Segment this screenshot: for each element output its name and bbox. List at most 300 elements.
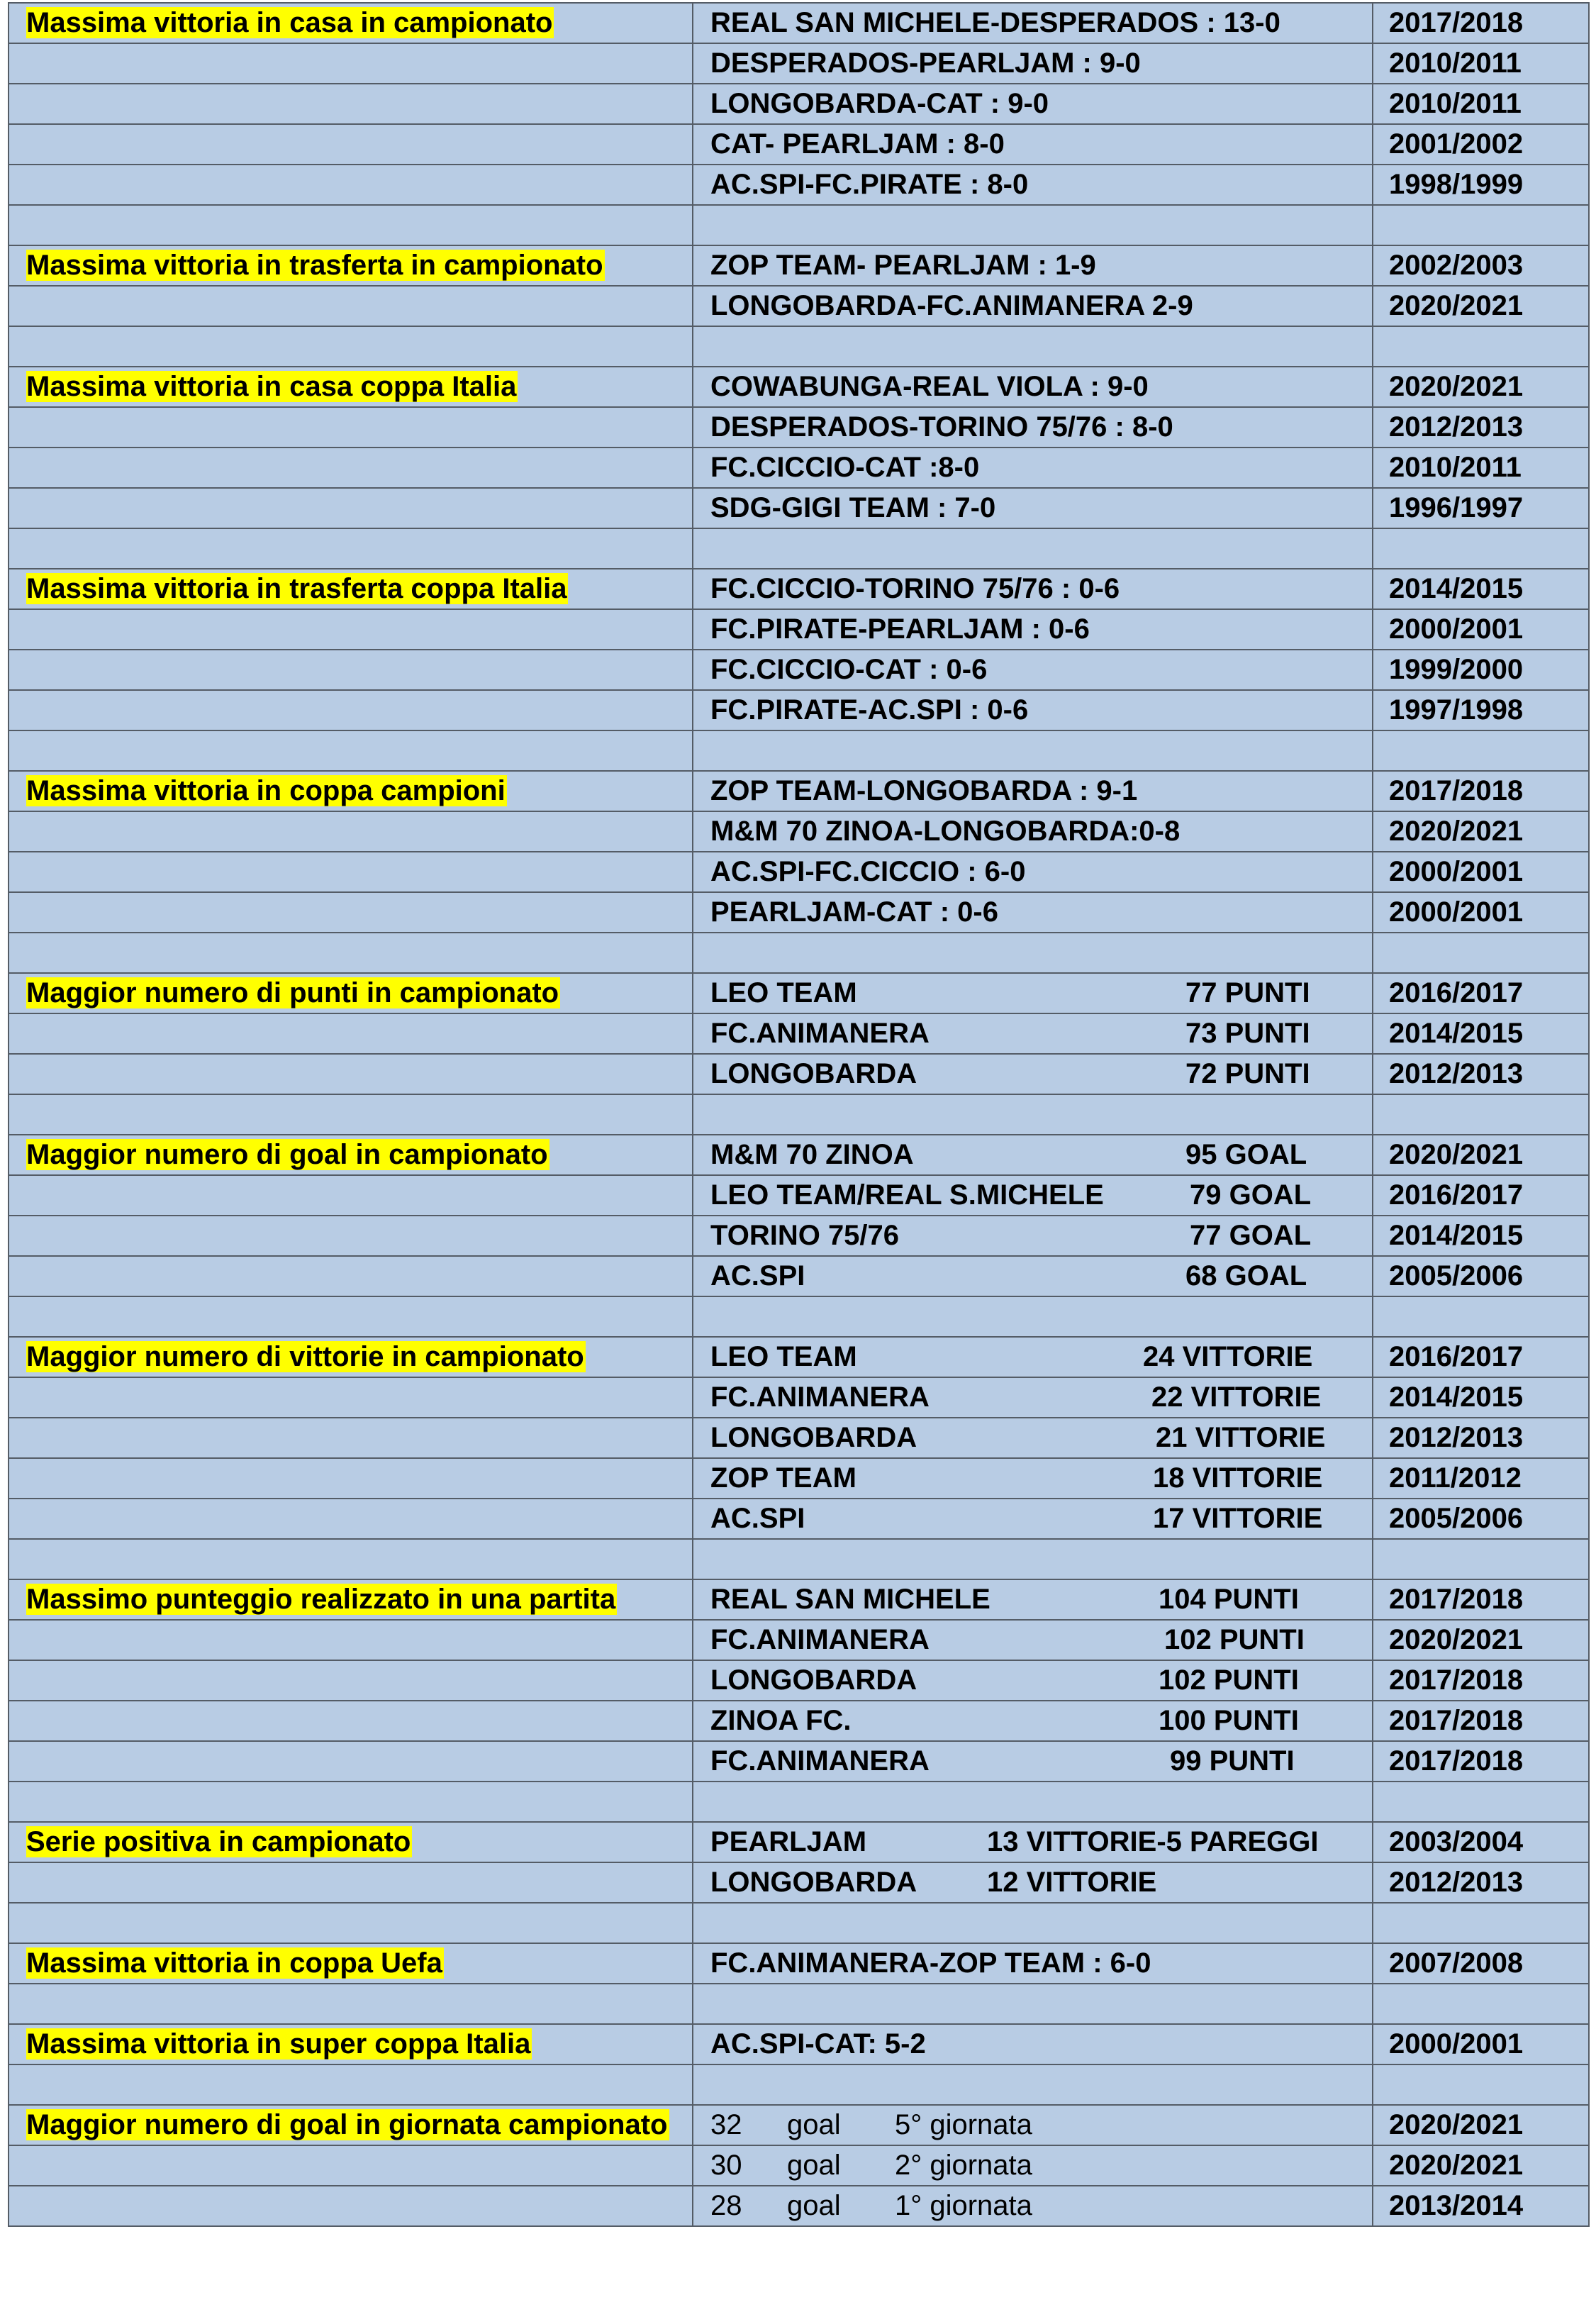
match-result: FC.CICCIO-CAT : 0-6 [710, 654, 988, 685]
season-cell [1373, 407, 1589, 448]
match-result: SDG-GIGI TEAM : 7-0 [710, 492, 996, 523]
record-category-label: Massima vittoria in casa in campionato [26, 7, 553, 38]
table-row [9, 165, 1589, 205]
record-category-cell [9, 286, 693, 326]
stat-value: 100 PUNTI [1159, 1704, 1299, 1736]
season: 1997/1998 [1389, 694, 1524, 726]
record-detail-cell [693, 1741, 1373, 1782]
stat-value: 102 PUNTI [1159, 1664, 1299, 1696]
stat-value: 99 PUNTI [1170, 1745, 1295, 1777]
match-result: AC.SPI-FC.CICCIO : 6-0 [710, 856, 1026, 887]
match-result: FC.CICCIO-CAT :8-0 [710, 452, 980, 483]
record-detail-cell [693, 84, 1373, 124]
stat-value: 13 VITTORIE-5 PAREGGI [987, 1825, 1319, 1857]
season: 2001/2002 [1389, 128, 1524, 160]
stat-value: 21 VITTORIE [1156, 1421, 1326, 1453]
record-detail-cell [693, 1337, 1373, 1377]
season-cell [1373, 1256, 1589, 1296]
season-cell [1373, 1620, 1589, 1660]
spacer-row [9, 1296, 1589, 1337]
goal-day-record [710, 2109, 1355, 2142]
record-detail-cell [693, 852, 1373, 892]
table-row [9, 367, 1589, 407]
empty-cell [9, 1539, 693, 1579]
record-category-label: Maggior numero di punti in campionato [26, 977, 559, 1008]
record-detail-cell [693, 1579, 1373, 1620]
empty-cell [693, 1782, 1373, 1822]
record-category-label: Massimo punteggio realizzato in una partita [26, 1584, 616, 1615]
season-cell [1373, 3, 1589, 43]
goal-count: 32 [710, 2108, 742, 2140]
spacer-row [9, 205, 1589, 245]
record-category-cell [9, 1135, 693, 1175]
record-detail-cell [693, 811, 1373, 852]
spacer-row [9, 1903, 1589, 1943]
empty-cell [693, 933, 1373, 973]
season-cell [1373, 1822, 1589, 1862]
empty-cell [9, 933, 693, 973]
stat-value: 95 GOAL [1185, 1138, 1307, 1170]
season: 2002/2003 [1389, 250, 1524, 281]
record-category-cell [9, 1013, 693, 1054]
record-detail-cell [693, 1418, 1373, 1458]
season: 2020/2021 [1389, 816, 1524, 847]
season: 2013/2014 [1389, 2190, 1524, 2221]
stat-value: 68 GOAL [1185, 1260, 1307, 1291]
empty-cell [693, 528, 1373, 569]
team-name: ZINOA FC. [710, 1704, 852, 1736]
record-category-cell [9, 43, 693, 84]
empty-cell [1373, 933, 1589, 973]
stat-value: 18 VITTORIE [1153, 1462, 1323, 1494]
record-category-cell [9, 811, 693, 852]
season-cell [1373, 892, 1589, 933]
record-detail-cell [693, 286, 1373, 326]
table-row [9, 650, 1589, 690]
season-cell [1373, 1701, 1589, 1741]
season-cell [1373, 1943, 1589, 1984]
record-category-cell [9, 2024, 693, 2064]
record-category-label: Massima vittoria in coppa campioni [26, 775, 506, 806]
empty-cell [1373, 730, 1589, 771]
season-cell [1373, 1013, 1589, 1054]
record-stat [710, 1745, 1355, 1778]
season-cell [1373, 2105, 1589, 2145]
stat-value: 12 VITTORIE [987, 1866, 1157, 1898]
record-category-cell [9, 1579, 693, 1620]
record-detail-cell [693, 407, 1373, 448]
empty-cell [1373, 1094, 1589, 1135]
record-detail-cell [693, 973, 1373, 1013]
record-category-cell [9, 2145, 693, 2186]
goal-day-record [710, 2150, 1355, 2182]
table-row [9, 771, 1589, 811]
record-detail-cell [693, 3, 1373, 43]
record-detail-cell [693, 569, 1373, 609]
stat-value: 73 PUNTI [1185, 1017, 1310, 1049]
table-row [9, 1054, 1589, 1094]
season: 1999/2000 [1389, 654, 1524, 685]
season: 2012/2013 [1389, 1867, 1524, 1898]
season: 2017/2018 [1389, 7, 1524, 38]
record-stat [710, 1584, 1355, 1616]
match-day: 2° giornata [895, 2149, 1032, 2181]
record-detail-cell [693, 1862, 1373, 1903]
record-category-cell [9, 1175, 693, 1216]
record-category-cell [9, 84, 693, 124]
record-category-cell [9, 2186, 693, 2226]
team-name: LEO TEAM [710, 1340, 857, 1372]
team-name: TORINO 75/76 [710, 1219, 900, 1251]
record-category-cell [9, 1660, 693, 1701]
record-detail-cell [693, 2105, 1373, 2145]
season-cell [1373, 448, 1589, 488]
season-cell [1373, 1499, 1589, 1539]
season-cell [1373, 852, 1589, 892]
stat-value: 102 PUNTI [1164, 1623, 1305, 1655]
table-row [9, 1943, 1589, 1984]
record-category-cell [9, 771, 693, 811]
record-category-label: Massima vittoria in coppa Uefa [26, 1947, 442, 1979]
season-cell [1373, 84, 1589, 124]
season-cell [1373, 650, 1589, 690]
spacer-row [9, 933, 1589, 973]
empty-cell [693, 2064, 1373, 2105]
season: 2014/2015 [1389, 573, 1524, 604]
stat-value: 104 PUNTI [1159, 1583, 1299, 1615]
empty-cell [9, 205, 693, 245]
season: 2012/2013 [1389, 1422, 1524, 1453]
season-cell [1373, 165, 1589, 205]
season: 2020/2021 [1389, 371, 1524, 402]
empty-cell [693, 1903, 1373, 1943]
stat-value: 79 GOAL [1190, 1179, 1312, 1211]
season: 2010/2011 [1389, 88, 1522, 119]
season-cell [1373, 1377, 1589, 1418]
team-name: LONGOBARDA [710, 1664, 917, 1696]
season: 2017/2018 [1389, 1705, 1524, 1736]
table-row [9, 1579, 1589, 1620]
match-day: 5° giornata [895, 2108, 1032, 2140]
season-cell [1373, 124, 1589, 165]
match-result: ZOP TEAM- PEARLJAM : 1-9 [710, 250, 1096, 281]
stat-value: 17 VITTORIE [1153, 1502, 1323, 1534]
record-category-cell [9, 407, 693, 448]
record-category-label: Maggior numero di goal in giornata campionato [26, 2109, 668, 2140]
season: 2016/2017 [1389, 1341, 1524, 1372]
record-stat [710, 1139, 1355, 1172]
record-category-cell [9, 1620, 693, 1660]
season: 2016/2017 [1389, 977, 1524, 1008]
season: 2005/2006 [1389, 1260, 1524, 1291]
record-detail-cell [693, 448, 1373, 488]
empty-cell [693, 205, 1373, 245]
record-detail-cell [693, 245, 1373, 286]
match-result: REAL SAN MICHELE-DESPERADOS : 13-0 [710, 7, 1280, 38]
goal-unit: goal [787, 2189, 841, 2221]
team-name: LONGOBARDA [710, 1057, 917, 1089]
spacer-row [9, 326, 1589, 367]
record-detail-cell [693, 609, 1373, 650]
match-day: 1° giornata [895, 2189, 1032, 2221]
record-category-cell [9, 1862, 693, 1903]
record-detail-cell [693, 650, 1373, 690]
team-name: AC.SPI [710, 1502, 805, 1534]
season: 2017/2018 [1389, 1745, 1524, 1777]
record-stat [710, 1462, 1355, 1495]
record-category-cell [9, 1499, 693, 1539]
season: 2007/2008 [1389, 1947, 1524, 1979]
record-category-cell [9, 973, 693, 1013]
table-row [9, 1701, 1589, 1741]
record-category-label: Maggior numero di vittorie in campionato [26, 1341, 584, 1372]
record-category-cell [9, 1458, 693, 1499]
season: 2020/2021 [1389, 1624, 1524, 1655]
record-stat [710, 1422, 1355, 1455]
empty-cell [693, 1296, 1373, 1337]
record-category-cell [9, 1377, 693, 1418]
empty-cell [1373, 1539, 1589, 1579]
team-name: LEO TEAM/REAL S.MICHELE [710, 1179, 1104, 1211]
match-result: FC.ANIMANERA-ZOP TEAM : 6-0 [710, 1947, 1151, 1979]
record-detail-cell [693, 2145, 1373, 2186]
season-cell [1373, 286, 1589, 326]
season: 2012/2013 [1389, 1058, 1524, 1089]
record-detail-cell [693, 1660, 1373, 1701]
table-row [9, 1337, 1589, 1377]
stat-value: 77 PUNTI [1185, 977, 1310, 1008]
season-cell [1373, 1458, 1589, 1499]
match-result: M&M 70 ZINOA-LONGOBARDA:0-8 [710, 816, 1181, 847]
season: 2014/2015 [1389, 1382, 1524, 1413]
match-result: FC.CICCIO-TORINO 75/76 : 0-6 [710, 573, 1120, 604]
season: 2014/2015 [1389, 1018, 1524, 1049]
empty-cell [9, 326, 693, 367]
stat-value: 24 VITTORIE [1143, 1340, 1313, 1372]
table-row [9, 811, 1589, 852]
season-cell [1373, 609, 1589, 650]
table-row [9, 1741, 1589, 1782]
record-detail-cell [693, 1054, 1373, 1094]
empty-cell [1373, 205, 1589, 245]
season: 2020/2021 [1389, 1139, 1524, 1170]
season-cell [1373, 1216, 1589, 1256]
record-category-cell [9, 690, 693, 730]
record-category-cell [9, 367, 693, 407]
record-detail-cell [693, 1943, 1373, 1984]
record-category-cell [9, 165, 693, 205]
empty-cell [9, 1094, 693, 1135]
record-detail-cell [693, 1499, 1373, 1539]
match-result: AC.SPI-CAT: 5-2 [710, 2028, 926, 2060]
record-stat [710, 1179, 1355, 1212]
match-result: AC.SPI-FC.PIRATE : 8-0 [710, 169, 1029, 200]
season: 2017/2018 [1389, 1584, 1524, 1615]
team-name: AC.SPI [710, 1260, 805, 1291]
record-stat [710, 977, 1355, 1010]
team-name: FC.ANIMANERA [710, 1381, 930, 1413]
record-stat [710, 1826, 1355, 1859]
stat-value: 72 PUNTI [1185, 1057, 1310, 1089]
season: 2000/2001 [1389, 613, 1524, 645]
record-stat [710, 1382, 1355, 1414]
season-cell [1373, 1418, 1589, 1458]
record-stat [710, 1341, 1355, 1374]
stat-value: 77 GOAL [1190, 1219, 1312, 1251]
spacer-row [9, 1782, 1589, 1822]
season: 2011/2012 [1389, 1462, 1522, 1494]
table-row [9, 3, 1589, 43]
season-cell [1373, 488, 1589, 528]
empty-cell [1373, 2064, 1589, 2105]
table-row [9, 448, 1589, 488]
spacer-row [9, 1094, 1589, 1135]
season-cell [1373, 973, 1589, 1013]
empty-cell [9, 528, 693, 569]
record-category-cell [9, 852, 693, 892]
record-category-cell [9, 488, 693, 528]
match-result: LONGOBARDA-CAT : 9-0 [710, 88, 1049, 119]
table-row [9, 1256, 1589, 1296]
table-row [9, 2186, 1589, 2226]
record-category-label: Maggior numero di goal in campionato [26, 1139, 548, 1170]
season: 2010/2011 [1389, 452, 1522, 483]
record-stat [710, 1058, 1355, 1091]
record-category-cell [9, 448, 693, 488]
record-detail-cell [693, 367, 1373, 407]
record-category-cell [9, 1418, 693, 1458]
record-category-cell [9, 3, 693, 43]
match-result: LONGOBARDA-FC.ANIMANERA 2-9 [710, 290, 1193, 321]
team-name: ZOP TEAM [710, 1462, 856, 1494]
table-row [9, 852, 1589, 892]
record-detail-cell [693, 1175, 1373, 1216]
season-cell [1373, 690, 1589, 730]
table-row [9, 2105, 1589, 2145]
record-detail-cell [693, 1458, 1373, 1499]
table-row [9, 690, 1589, 730]
record-category-cell [9, 245, 693, 286]
season: 2014/2015 [1389, 1220, 1524, 1251]
team-name: LEO TEAM [710, 977, 857, 1008]
empty-cell [1373, 1296, 1589, 1337]
record-category-label: Massima vittoria in trasferta coppa Italia [26, 573, 567, 604]
season-cell [1373, 43, 1589, 84]
stat-value: 22 VITTORIE [1151, 1381, 1322, 1413]
table-row [9, 124, 1589, 165]
record-stat [710, 1260, 1355, 1293]
goal-day-record [710, 2190, 1355, 2223]
match-result: FC.PIRATE-PEARLJAM : 0-6 [710, 613, 1090, 645]
team-name: FC.ANIMANERA [710, 1017, 930, 1049]
records-table [8, 2, 1590, 2227]
spacer-row [9, 2064, 1589, 2105]
empty-cell [1373, 1782, 1589, 1822]
empty-cell [1373, 1903, 1589, 1943]
record-category-cell [9, 124, 693, 165]
season: 2016/2017 [1389, 1179, 1524, 1211]
empty-cell [693, 1539, 1373, 1579]
match-result: COWABUNGA-REAL VIOLA : 9-0 [710, 371, 1149, 402]
goal-unit: goal [787, 2108, 841, 2140]
season-cell [1373, 1660, 1589, 1701]
season: 2000/2001 [1389, 856, 1524, 887]
record-detail-cell [693, 892, 1373, 933]
empty-cell [693, 326, 1373, 367]
season: 2020/2021 [1389, 290, 1524, 321]
record-category-label: Massima vittoria in trasferta in campionato [26, 250, 603, 281]
season: 2017/2018 [1389, 1664, 1524, 1696]
empty-cell [693, 730, 1373, 771]
season-cell [1373, 811, 1589, 852]
empty-cell [9, 1984, 693, 2024]
record-category-cell [9, 1822, 693, 1862]
goal-unit: goal [787, 2149, 841, 2181]
season-cell [1373, 1175, 1589, 1216]
record-category-cell [9, 1216, 693, 1256]
team-name: M&M 70 ZINOA [710, 1138, 914, 1170]
record-category-cell [9, 650, 693, 690]
record-category-cell [9, 892, 693, 933]
season: 2017/2018 [1389, 775, 1524, 806]
record-detail-cell [693, 124, 1373, 165]
season-cell [1373, 1135, 1589, 1175]
team-name: LONGOBARDA [710, 1421, 917, 1453]
record-detail-cell [693, 1135, 1373, 1175]
table-row [9, 1377, 1589, 1418]
record-category-cell [9, 2105, 693, 2145]
record-detail-cell [693, 1013, 1373, 1054]
empty-cell [9, 730, 693, 771]
record-category-label: Serie positiva in campionato [26, 1826, 411, 1857]
season-cell [1373, 2186, 1589, 2226]
season-cell [1373, 245, 1589, 286]
record-detail-cell [693, 690, 1373, 730]
record-detail-cell [693, 1256, 1373, 1296]
table-row [9, 286, 1589, 326]
season-cell [1373, 367, 1589, 407]
table-row [9, 407, 1589, 448]
table-row [9, 84, 1589, 124]
record-stat [710, 1624, 1355, 1657]
table-row [9, 569, 1589, 609]
empty-cell [9, 1903, 693, 1943]
empty-cell [9, 1296, 693, 1337]
table-row [9, 1013, 1589, 1054]
season: 2010/2011 [1389, 48, 1522, 79]
spacer-row [9, 1984, 1589, 2024]
season-cell [1373, 2024, 1589, 2064]
season: 2000/2001 [1389, 2028, 1524, 2060]
record-detail-cell [693, 165, 1373, 205]
record-detail-cell [693, 488, 1373, 528]
season: 1998/1999 [1389, 169, 1524, 200]
season: 2020/2021 [1389, 2109, 1524, 2140]
record-detail-cell [693, 2186, 1373, 2226]
record-stat [710, 1018, 1355, 1050]
record-category-cell [9, 1054, 693, 1094]
table-row [9, 1216, 1589, 1256]
table-row [9, 2145, 1589, 2186]
team-name: LONGOBARDA [710, 1866, 917, 1898]
season: 2012/2013 [1389, 411, 1524, 443]
spacer-row [9, 528, 1589, 569]
match-result: PEARLJAM-CAT : 0-6 [710, 896, 998, 928]
record-detail-cell [693, 1822, 1373, 1862]
empty-cell [693, 1094, 1373, 1135]
season: 2005/2006 [1389, 1503, 1524, 1534]
table-row [9, 1660, 1589, 1701]
